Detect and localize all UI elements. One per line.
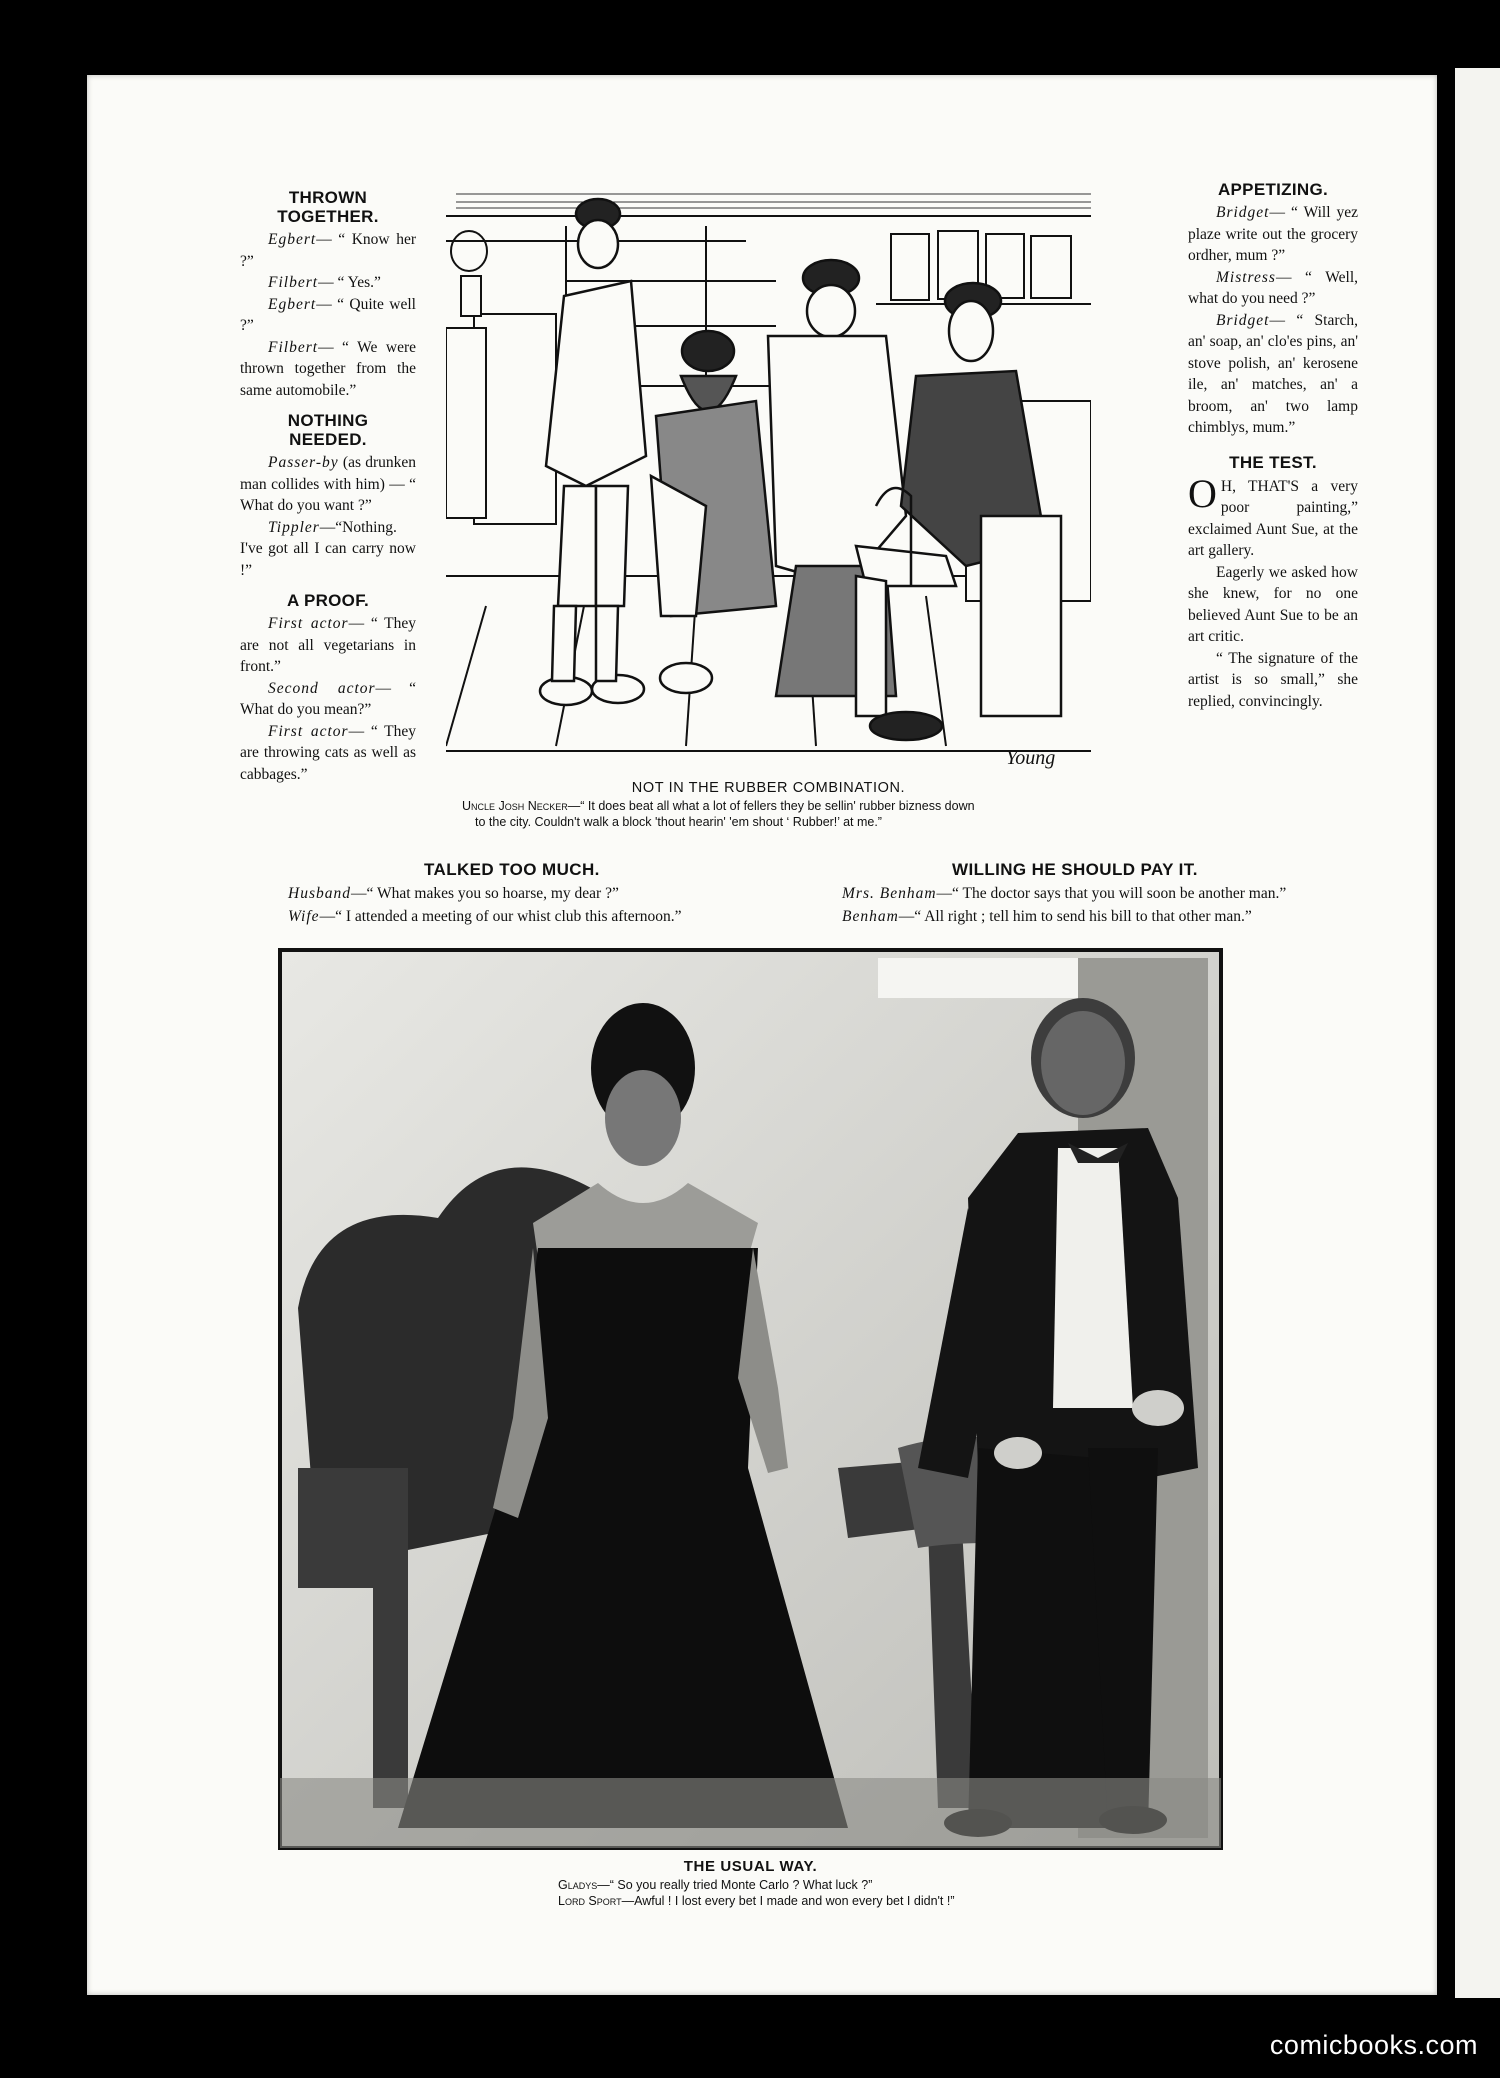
illustration-usual-way — [278, 948, 1223, 1850]
dialogue-text: —“ What makes you so hoarse, my dear ?” — [350, 885, 619, 902]
speaker-name: Husband — [288, 885, 351, 902]
speaker-name: Benham — [842, 908, 899, 925]
speaker-name: Egbert — [268, 231, 317, 248]
test-paragraph-2: Eagerly we asked how she knew, for no one believed Aunt Sue to be an art critic. — [1188, 563, 1358, 645]
dialogue-text: — “ They are not all vegetarians in front.” — [240, 615, 416, 675]
caption-speaker: Gladys — [558, 1878, 598, 1892]
caption-dialogue: —Awful ! I lost every bet I made and won every bet I didn't !” — [621, 1894, 955, 1908]
joke-title-nothing-needed — [240, 411, 416, 449]
dialogue-text: — “ Well, what do you need ?” — [1188, 268, 1358, 307]
dialogue-text: (as drunken man collides with him) — “ What do you want ?” — [240, 454, 416, 514]
speaker-name: Tippler — [268, 518, 320, 536]
dialogue-line — [240, 721, 416, 786]
joke-title-willing-he-should-pay: WILLING HE SHOULD PAY IT. — [952, 860, 1198, 879]
cartoon-illustration — [446, 186, 1091, 771]
cartoon-rubber-combination — [446, 186, 1091, 771]
right-joke-column — [1188, 180, 1358, 712]
dialogue-line — [240, 452, 416, 517]
joke-title-appetizing: APPETIZING. — [1217, 180, 1329, 199]
dialogue-line — [240, 678, 416, 721]
dialogue-text: — “ We were thrown together from the same automobile.” — [240, 338, 416, 399]
speaker-name: Mrs. Benham — [842, 885, 937, 902]
speaker-name: Wife — [288, 908, 320, 925]
dialogue-line — [240, 517, 416, 582]
dialogue-line — [240, 272, 416, 294]
caption-dialogue: —“ So you really tried Monte Carlo ? What luck ?” — [597, 1878, 873, 1892]
joke-body-nothing-needed — [240, 452, 416, 581]
dialogue-line — [842, 905, 1286, 928]
dialogue-line — [240, 613, 416, 678]
dialogue-text: — “ What do you mean?” — [240, 679, 416, 718]
dialogue-text: — “ Quite well ?” — [240, 295, 416, 334]
speaker-name: Egbert — [268, 295, 317, 313]
next-page-edge — [1455, 68, 1500, 1998]
caption-line-2: to the city. Couldn't walk a block 'thout hearin' 'em shout ‘ Rubber!’ at me.” — [475, 815, 882, 829]
dialogue-line — [1188, 202, 1358, 267]
dialogue-line — [240, 337, 416, 402]
halftone-illustration — [278, 948, 1223, 1850]
caption-line — [558, 1893, 1258, 1909]
joke-body-the-test — [1188, 470, 1358, 713]
joke-body-talked-too-much — [288, 882, 682, 928]
dialogue-text: — “ Yes.” — [318, 274, 381, 291]
joke-body-appetizing — [1188, 202, 1358, 439]
dialogue-text: — “ Starch, an' soap, an' clo'es pins, an' stove polish, an' kerosene ile, an' matches, an' a broom, an' two lamp chimblys, mum.” — [1188, 311, 1358, 436]
dialogue-line — [240, 294, 416, 337]
speaker-name: Second actor — [268, 679, 376, 697]
speaker-name: First actor — [268, 722, 349, 740]
title-line: NOTHING — [287, 411, 369, 430]
speaker-name: Bridget — [1216, 204, 1270, 221]
dialogue-line — [288, 905, 682, 928]
caption-line-1: —“ It does beat all what a lot of fellers they be sellin' rubber bizness down — [567, 799, 975, 813]
test-paragraph-3: “ The signature of the artist is so small,” she replied, convincingly. — [1188, 649, 1358, 710]
dialogue-text: —“ I attended a meeting of our whist club this afternoon.” — [319, 908, 682, 925]
cartoon-caption-title: NOT IN THE RUBBER COMBINATION. — [631, 780, 906, 796]
dialogue-text: —“ The doctor says that you will soon be another man.” — [936, 885, 1287, 902]
caption-speaker: Uncle Josh Necker — [462, 799, 568, 813]
dialogue-line — [842, 882, 1286, 905]
caption-line — [558, 1877, 1258, 1893]
joke-body-thrown-together — [240, 229, 416, 401]
paragraph-text: H, THAT'S a very poor painting,” exclaimed Aunt Sue, at the art gallery. — [1188, 477, 1358, 559]
joke-title-a-proof: A PROOF. — [286, 591, 370, 610]
dialogue-text: — “ They are throwing cats as well as cabbages.” — [240, 722, 416, 783]
dialogue-line — [1188, 267, 1358, 310]
dialogue-line — [240, 229, 416, 272]
joke-body-willing-he-should-pay — [842, 882, 1286, 928]
test-paragraph-1 — [1188, 470, 1358, 562]
dialogue-line — [288, 882, 682, 905]
dialogue-text: — “ Know her ?” — [240, 231, 416, 270]
dialogue-line — [1188, 310, 1358, 439]
speaker-name: Filbert — [268, 274, 319, 291]
dialogue-text: —“Nothing. I've got all I can carry now !” — [240, 518, 416, 579]
speaker-name: Bridget — [1216, 311, 1270, 329]
artist-signature: Young — [1006, 747, 1056, 769]
speaker-name: Filbert — [268, 338, 319, 356]
title-line: NEEDED. — [289, 430, 367, 449]
illustration-caption-text — [558, 1877, 1258, 1909]
site-watermark: comicbooks.com — [1269, 2030, 1478, 2060]
joke-title-talked-too-much: TALKED TOO MUCH. — [424, 860, 600, 879]
speaker-name: First actor — [268, 615, 349, 632]
drop-cap: O — [1188, 470, 1217, 516]
caption-line — [462, 798, 1142, 814]
speaker-name: Mistress — [1216, 268, 1276, 286]
illustration-caption-title: THE USUAL WAY. — [683, 1858, 818, 1875]
dialogue-text: —“ All right ; tell him to send his bill to that other man.” — [898, 908, 1252, 925]
speaker-name: Passer-by — [268, 454, 339, 471]
caption-speaker: Lord Sport — [558, 1894, 622, 1908]
joke-title-thrown-together — [240, 188, 416, 226]
left-joke-column — [240, 188, 416, 785]
dialogue-text: — “ Will yez plaze write out the grocery ordher, mum ?” — [1188, 204, 1358, 264]
joke-title-the-test: THE TEST. — [1229, 452, 1317, 472]
cartoon-caption-text — [462, 798, 1142, 830]
title-line: THROWN — [288, 188, 368, 207]
joke-body-a-proof — [240, 613, 416, 785]
title-line: TOGETHER. — [277, 207, 379, 226]
